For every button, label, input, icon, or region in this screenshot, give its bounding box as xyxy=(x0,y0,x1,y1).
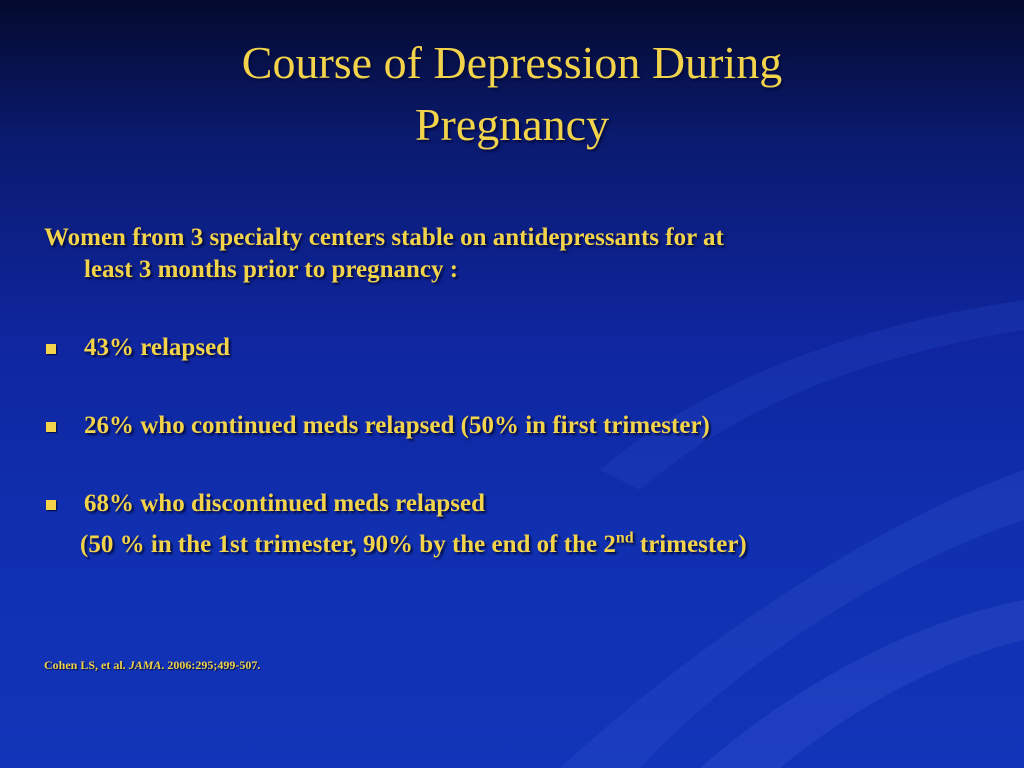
sub-note-end: trimester) xyxy=(633,531,747,558)
sub-note-superscript: nd xyxy=(615,529,634,547)
sub-note-main: (50 % in the 1st trimester, 90% by the end of the 2 xyxy=(80,531,616,558)
bullet-text: 26% who continued meds relapsed (50% in first trimester) xyxy=(84,412,710,439)
bullet-text: 43% relapsed xyxy=(84,334,231,361)
citation-authors: Cohen LS, et al. xyxy=(44,658,129,672)
square-bullet-icon xyxy=(46,500,56,510)
bullet-text: 68% who discontinued meds relapsed xyxy=(84,490,485,517)
title-line-1: Course of Depression During xyxy=(241,37,783,88)
intro-paragraph xyxy=(44,222,944,286)
slide-title xyxy=(100,32,924,156)
citation-details: . 2006:295;499-507. xyxy=(161,658,261,672)
bullet-item xyxy=(44,410,710,442)
title-line-2: Pregnancy xyxy=(414,99,610,150)
citation xyxy=(44,658,260,673)
square-bullet-icon xyxy=(46,344,56,354)
bullet-item xyxy=(44,488,485,520)
intro-line-1: Women from 3 specialty centers stable on antidepressants for at xyxy=(44,224,724,251)
bullet-item xyxy=(44,332,230,364)
bullet-sub-note xyxy=(80,528,747,562)
intro-line-2: least 3 months prior to pregnancy : xyxy=(84,256,459,283)
citation-journal: JAMA xyxy=(128,658,162,672)
square-bullet-icon xyxy=(46,422,56,432)
